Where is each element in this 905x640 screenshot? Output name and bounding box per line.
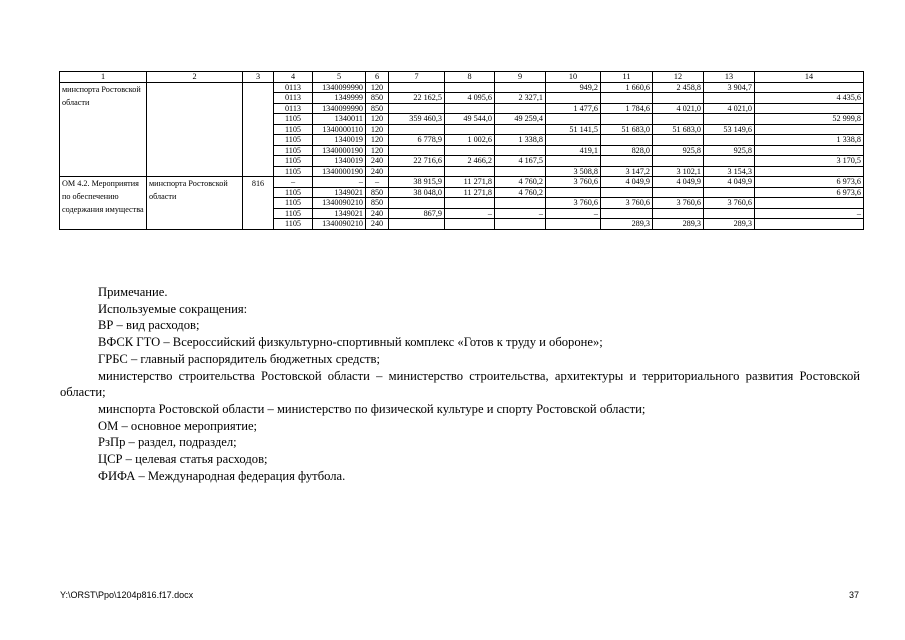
table-cell: 828,0: [601, 145, 653, 156]
table-cell: 3 760,6: [546, 198, 601, 209]
table-cell: 120: [366, 135, 389, 146]
table-cell: 3 760,6: [546, 177, 601, 188]
table-cell: [546, 156, 601, 167]
header-cell: 10: [546, 72, 601, 83]
header-cell: 2: [147, 72, 243, 83]
table-cell: 2 327,1: [495, 93, 546, 104]
table-cell: [704, 187, 755, 198]
table-cell: 4 021,0: [704, 103, 755, 114]
table-cell: [546, 219, 601, 230]
table-cell: 51 683,0: [601, 124, 653, 135]
table-cell: 4 167,5: [495, 156, 546, 167]
table-cell: 1 660,6: [601, 82, 653, 93]
table-cell: 2 466,2: [445, 156, 495, 167]
table-cell: [653, 187, 704, 198]
table-cell: 0113: [274, 82, 313, 93]
table-cell: [495, 219, 546, 230]
table-cell: 289,3: [601, 219, 653, 230]
table-cell: 4 095,6: [445, 93, 495, 104]
note-line: министерство строительства Ростовской области – министерство строительства, архитектуры и территориального развития Ростовской области;: [60, 368, 860, 400]
header-cell: 1: [60, 72, 147, 83]
table-cell: [546, 93, 601, 104]
table-cell: 38 048,0: [389, 187, 445, 198]
table-cell: [389, 219, 445, 230]
table-cell: [389, 103, 445, 114]
table-cell: [755, 103, 864, 114]
table-cell: [653, 156, 704, 167]
table-cell: 240: [366, 208, 389, 219]
table-cell: 1 338,8: [755, 135, 864, 146]
table-cell: [653, 114, 704, 125]
table-cell: 240: [366, 166, 389, 177]
table-cell: –: [546, 208, 601, 219]
table-cell: 4 049,9: [601, 177, 653, 188]
table-cell: [601, 114, 653, 125]
table-cell: 850: [366, 198, 389, 209]
table-cell: 1340090210: [313, 198, 366, 209]
table-cell: 22 162,5: [389, 93, 445, 104]
table-cell: 120: [366, 114, 389, 125]
table-cell: 3 170,5: [755, 156, 864, 167]
table-cell: [546, 187, 601, 198]
table-cell: 1105: [274, 198, 313, 209]
header-cell: 4: [274, 72, 313, 83]
table-cell: [389, 82, 445, 93]
table-cell: [601, 187, 653, 198]
header-cell: 14: [755, 72, 864, 83]
table-cell: 38 915,9: [389, 177, 445, 188]
table-cell: 1349999: [313, 93, 366, 104]
table-cell: [495, 166, 546, 177]
executor-cell: минспорта Ростовской области: [60, 82, 147, 177]
table-row: [60, 177, 864, 188]
table-cell: 850: [366, 93, 389, 104]
activity-name-cell: ОМ 4.2. Мероприятия по обеспечению содержания имущества: [60, 177, 147, 230]
table-cell: [495, 198, 546, 209]
table-cell: 4 760,2: [495, 187, 546, 198]
table-cell: 1 784,6: [601, 103, 653, 114]
table-cell: 1105: [274, 135, 313, 146]
table-cell: [389, 198, 445, 209]
table-cell: 419,1: [546, 145, 601, 156]
table-cell: 925,8: [653, 145, 704, 156]
table-cell: 120: [366, 145, 389, 156]
table-cell: 1105: [274, 187, 313, 198]
table-cell: 1 477,6: [546, 103, 601, 114]
table-cell: [755, 145, 864, 156]
notes-section: [60, 284, 860, 484]
table-cell: 1105: [274, 156, 313, 167]
table-cell: 3 508,8: [546, 166, 601, 177]
table-cell: 120: [366, 82, 389, 93]
table-cell: –: [755, 208, 864, 219]
footer-file-path: Y:\ORST\Ppo\1204p816.f17.docx: [60, 590, 194, 600]
table-cell: [755, 124, 864, 135]
table-cell: [601, 208, 653, 219]
note-line: Используемые сокращения:: [98, 301, 248, 316]
header-cell: 9: [495, 72, 546, 83]
table-cell: 6 778,9: [389, 135, 445, 146]
table-cell: –: [274, 177, 313, 188]
table-cell: [445, 145, 495, 156]
table-cell: 1340000190: [313, 145, 366, 156]
table-cell: [445, 103, 495, 114]
table-cell: 4 049,9: [704, 177, 755, 188]
table-cell: 867,9: [389, 208, 445, 219]
table-cell: 1105: [274, 124, 313, 135]
header-cell: 7: [389, 72, 445, 83]
table-cell: [389, 124, 445, 135]
note-line: ВФСК ГТО – Всероссийский физкультурно-спортивный комплекс «Готов к труду и обороне»;: [98, 335, 603, 350]
table-cell: 2 458,8: [653, 82, 704, 93]
header-cell: 13: [704, 72, 755, 83]
table-cell: 240: [366, 156, 389, 167]
table-cell: 3 760,6: [704, 198, 755, 209]
table-cell: [755, 198, 864, 209]
table-cell: 3 760,6: [653, 198, 704, 209]
table-cell: 925,8: [704, 145, 755, 156]
table-cell: 1340099990: [313, 103, 366, 114]
table-cell: 49 544,0: [445, 114, 495, 125]
table-cell: 359 460,3: [389, 114, 445, 125]
table-cell: [445, 198, 495, 209]
table-cell: [601, 156, 653, 167]
table-header-row: [60, 72, 864, 83]
table-cell: 850: [366, 187, 389, 198]
grbs-code-cell: [243, 82, 274, 177]
table-cell: 1340090210: [313, 219, 366, 230]
table-cell: [495, 124, 546, 135]
table-cell: 11 271,8: [445, 177, 495, 188]
note-line: ГРБС – главный распорядитель бюджетных средств;: [98, 351, 380, 366]
table-cell: 52 999,8: [755, 114, 864, 125]
header-cell: 8: [445, 72, 495, 83]
header-cell: 11: [601, 72, 653, 83]
table-cell: [445, 166, 495, 177]
table-cell: 1105: [274, 114, 313, 125]
table-cell: 1105: [274, 208, 313, 219]
table-cell: [445, 219, 495, 230]
table-cell: –: [495, 208, 546, 219]
table-cell: 4 021,0: [653, 103, 704, 114]
table-cell: 1349021: [313, 187, 366, 198]
table-cell: 4 049,9: [653, 177, 704, 188]
note-line: минспорта Ростовской области – министерство по физической культуре и спорту Ростовской области;: [98, 401, 646, 416]
table-cell: [704, 93, 755, 104]
table-cell: –: [445, 208, 495, 219]
page-number: 37: [848, 590, 859, 600]
table-cell: [704, 135, 755, 146]
header-cell: 12: [653, 72, 704, 83]
table-cell: [653, 93, 704, 104]
note-line: ФИФА – Международная федерация футбола.: [98, 468, 346, 483]
table-cell: 53 149,6: [704, 124, 755, 135]
table-cell: 22 716,6: [389, 156, 445, 167]
table-cell: 1340099990: [313, 82, 366, 93]
table-cell: 11 271,8: [445, 187, 495, 198]
table-cell: [546, 114, 601, 125]
table-cell: 1349021: [313, 208, 366, 219]
table-cell: 289,3: [653, 219, 704, 230]
table-cell: 289,3: [704, 219, 755, 230]
table-cell: 3 147,2: [601, 166, 653, 177]
table-cell: 1 002,6: [445, 135, 495, 146]
table-cell: 6 973,6: [755, 187, 864, 198]
table-cell: –: [313, 177, 366, 188]
table-cell: 51 683,0: [653, 124, 704, 135]
table-cell: [495, 145, 546, 156]
table-cell: [389, 166, 445, 177]
table-cell: [755, 82, 864, 93]
table-cell: [495, 103, 546, 114]
header-cell: 6: [366, 72, 389, 83]
table-cell: 3 154,3: [704, 166, 755, 177]
table-cell: 4 435,6: [755, 93, 864, 104]
table-cell: 1340000110: [313, 124, 366, 135]
table-cell: 850: [366, 103, 389, 114]
table-cell: [653, 135, 704, 146]
table-cell: [445, 124, 495, 135]
table-cell: 1105: [274, 219, 313, 230]
table-cell: 6 973,6: [755, 177, 864, 188]
header-cell: 3: [243, 72, 274, 83]
table-cell: 0113: [274, 93, 313, 104]
grbs-cell: [147, 82, 243, 177]
table-cell: [704, 114, 755, 125]
table-cell: 1105: [274, 166, 313, 177]
grbs-code-cell: 816: [243, 177, 274, 230]
table-cell: 1105: [274, 145, 313, 156]
table-cell: 1 338,8: [495, 135, 546, 146]
header-cell: 5: [313, 72, 366, 83]
note-line: Примечание.: [98, 285, 168, 299]
table-cell: [445, 82, 495, 93]
table-cell: [601, 135, 653, 146]
table-cell: [704, 208, 755, 219]
table-cell: –: [366, 177, 389, 188]
executor-cell: минспорта Ростовской области: [147, 177, 243, 230]
table-cell: [389, 145, 445, 156]
table-cell: 0113: [274, 103, 313, 114]
table-cell: [601, 93, 653, 104]
table-cell: [495, 82, 546, 93]
table-cell: 51 141,5: [546, 124, 601, 135]
table-cell: 3 102,1: [653, 166, 704, 177]
table-cell: 1340019: [313, 156, 366, 167]
note-line: ОМ – основное мероприятие;: [98, 418, 258, 433]
table-cell: [653, 208, 704, 219]
table-cell: 4 760,2: [495, 177, 546, 188]
table-cell: 49 259,4: [495, 114, 546, 125]
table-cell: [755, 166, 864, 177]
table-cell: 240: [366, 219, 389, 230]
table-cell: 1340019: [313, 135, 366, 146]
note-line: РзПр – раздел, подраздел;: [98, 435, 237, 450]
table-cell: 3 760,6: [601, 198, 653, 209]
table-cell: [755, 219, 864, 230]
note-line: ВР – вид расходов;: [98, 318, 200, 333]
table-cell: 1340011: [313, 114, 366, 125]
table-cell: 3 904,7: [704, 82, 755, 93]
table-cell: 1340000190: [313, 166, 366, 177]
table-row: [60, 82, 864, 93]
note-line: ЦСР – целевая статья расходов;: [98, 452, 268, 467]
table-cell: [546, 135, 601, 146]
budget-table: [59, 71, 864, 230]
table-cell: 949,2: [546, 82, 601, 93]
table-cell: [704, 156, 755, 167]
table-cell: 120: [366, 124, 389, 135]
